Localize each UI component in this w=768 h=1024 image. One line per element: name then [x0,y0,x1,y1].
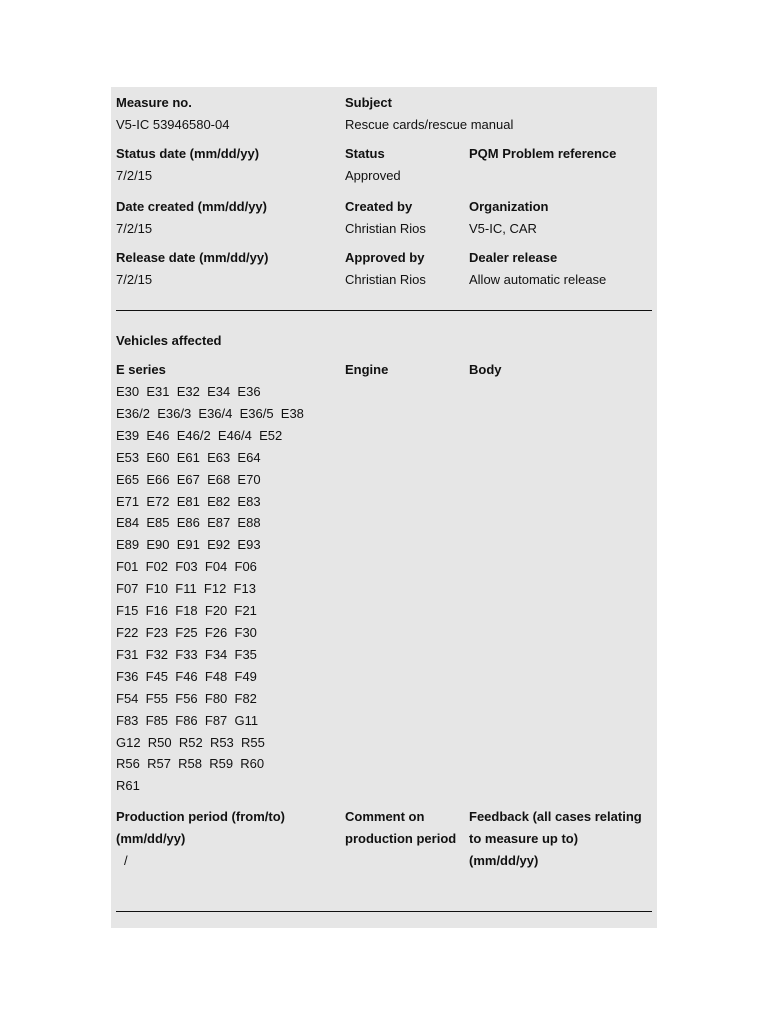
series-line: E53 E60 E61 E63 E64 [116,449,261,465]
series-line: E65 E66 E67 E68 E70 [116,471,261,487]
pqm-reference-label: PQM Problem reference [469,146,617,161]
approved-by-value: Christian Rios [345,272,426,287]
date-created-value: 7/2/15 [116,221,153,236]
series-line: E30 E31 E32 E34 E36 [116,384,261,399]
production-period-label: Production period (from/to) [116,809,285,824]
series-line: F07 F10 F11 F12 F13 [116,581,256,597]
series-line: F01 F02 F03 F04 F06 [116,559,257,575]
dealer-release-label: Dealer release [469,250,558,265]
series-line: F31 F32 F33 F34 F35 [116,646,257,662]
body-label: Body [469,362,502,377]
organization-label: Organization [469,199,549,214]
series-line: F83 F85 F86 F87 G11 [116,712,259,728]
section-divider-top [116,310,652,311]
feedback-label-line2: to measure up to) [469,831,579,846]
measure-no-value: V5-IC 53946580-04 [116,117,230,132]
series-line: E71 E72 E81 E82 E83 [116,493,261,509]
subject-label: Subject [345,95,392,110]
series-line: E84 E85 E86 E87 E88 [116,515,261,531]
status-label: Status [345,146,385,161]
organization-value: V5-IC, CAR [469,221,537,236]
status-date-label: Status date (mm/dd/yy) [116,146,260,161]
series-line: F22 F23 F25 F26 F30 [116,624,257,640]
vehicles-affected-heading: Vehicles affected [116,333,222,348]
series-line: R61 [116,778,140,794]
feedback-label: Feedback (all cases relating [469,809,642,824]
measure-no-label: Measure no. [116,95,192,110]
series-line: F54 F55 F56 F80 F82 [116,690,257,706]
release-date-value: 7/2/15 [116,272,153,287]
created-by-value: Christian Rios [345,221,426,236]
series-line: G12 R50 R52 R53 R55 [116,734,265,750]
series-list [116,381,304,797]
engine-label: Engine [345,362,389,377]
e-series-label: E series [116,362,166,377]
subject-value: Rescue cards/rescue manual [345,117,514,132]
dealer-release-value: Allow automatic release [469,272,607,287]
status-value: Approved [345,168,401,183]
approved-by-label: Approved by [345,250,425,265]
comment-label-line2: production period [345,831,457,846]
series-line: F36 F45 F46 F48 F49 [116,668,257,684]
status-date-value: 7/2/15 [116,168,153,183]
series-line: E89 E90 E91 E92 E93 [116,537,261,553]
production-period-format-label: (mm/dd/yy) [116,831,186,846]
release-date-label: Release date (mm/dd/yy) [116,250,269,265]
series-line: E36/2 E36/3 E36/4 E36/5 E38 [116,405,304,421]
feedback-label-line3: (mm/dd/yy) [469,853,539,868]
date-created-label: Date created (mm/dd/yy) [116,199,267,214]
series-line: E39 E46 E46/2 E46/4 E52 [116,427,283,443]
production-period-value: / [124,853,128,868]
comment-label: Comment on [345,809,425,824]
created-by-label: Created by [345,199,413,214]
series-line: R56 R57 R58 R59 R60 [116,756,265,772]
series-line: F15 F16 F18 F20 F21 [116,603,257,619]
section-divider-bottom [116,911,652,912]
